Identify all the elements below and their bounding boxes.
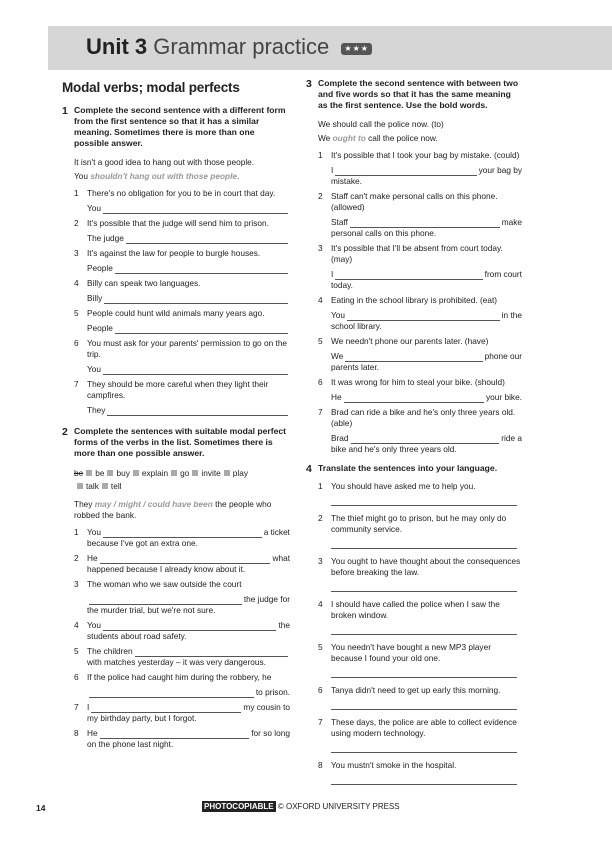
item-body [331, 295, 522, 332]
answer-line [87, 646, 290, 657]
header-subtitle: Grammar practice [153, 34, 330, 59]
item-sentence: It's possible that the judge will send him to prison. [87, 218, 269, 228]
item-sentence: The thief might go to prison, but he may only do community service. [331, 513, 507, 534]
answer-start: You [331, 310, 346, 320]
item-sentence: You ought to have thought about the consequences before breaking the law. [331, 556, 521, 577]
list-item [74, 308, 290, 334]
separator-square [86, 470, 92, 476]
item-body [331, 377, 522, 403]
item-number: 2 [318, 191, 323, 201]
answer-blank[interactable] [115, 326, 288, 334]
answer-start: He [87, 728, 98, 738]
item-sentence: These days, the police are able to collect evidence using modern technology. [331, 717, 517, 738]
item-body [331, 556, 522, 592]
example-end: the people who robbed the bank. [74, 499, 272, 520]
separator-square [133, 470, 139, 476]
item-body [331, 599, 522, 635]
separator-square [171, 470, 177, 476]
item-continuation: with matches yesterday – it was very dangerous. [87, 657, 266, 667]
answer-blank[interactable] [103, 530, 262, 538]
word-option: explain [141, 468, 169, 478]
item-sentence: Tanya didn't need to get up early this morning. [331, 685, 501, 695]
list-item [74, 579, 290, 616]
word-list [74, 467, 254, 493]
exercise-3-example [318, 119, 522, 144]
item-body [87, 553, 290, 575]
answer-blank[interactable] [103, 623, 276, 631]
list-item [74, 379, 290, 416]
example-sentence: It isn't a good idea to hang out with those people. [74, 157, 255, 167]
example-start: You [74, 171, 91, 181]
item-sentence: It's possible that I'll be absent from court today. (may) [331, 243, 503, 264]
answer-blank[interactable] [335, 272, 482, 280]
list-item [318, 642, 522, 678]
item-number: 1 [74, 527, 79, 537]
list-item [74, 248, 290, 274]
item-prefix: If the police had caught him during the robbery, he [87, 672, 272, 682]
answer-blank[interactable] [335, 168, 476, 176]
list-item [74, 553, 290, 575]
item-body [87, 248, 290, 274]
example-answer: may / might / could have been [94, 499, 213, 509]
answer-start: He [87, 553, 98, 563]
item-body [87, 278, 290, 304]
answer-start: He [331, 392, 342, 402]
item-number: 1 [318, 150, 323, 160]
exercise-number: 3 [306, 78, 312, 90]
list-item [74, 527, 290, 549]
unit-header [62, 26, 612, 70]
word-option: invite [201, 468, 221, 478]
item-number: 3 [74, 579, 79, 589]
item-continuation: personal calls on this phone. [331, 228, 437, 238]
right-column [306, 78, 522, 792]
answer-blank[interactable] [135, 649, 288, 657]
answer-start: I [331, 269, 334, 279]
item-body [87, 338, 290, 375]
answer-blank[interactable] [89, 597, 242, 605]
answer-start: The children [87, 646, 133, 656]
item-sentence: Staff can't make personal calls on this phone. (allowed) [331, 191, 498, 212]
translation-blank[interactable] [331, 578, 517, 592]
answer-line [87, 405, 290, 416]
list-item [318, 513, 522, 549]
list-item [74, 338, 290, 375]
example-end: call the police now. [365, 133, 438, 143]
answer-line [87, 293, 290, 304]
item-body [87, 620, 290, 642]
answer-end: in the [501, 310, 522, 320]
list-item [318, 336, 522, 373]
answer-start: Billy [87, 293, 103, 303]
list-item [318, 243, 522, 291]
example-start: They [74, 499, 95, 509]
answer-end: your bike. [486, 392, 522, 402]
item-sentence: You needn't have bought a new MP3 player because I found your old one. [331, 642, 491, 663]
translation-blank[interactable] [331, 664, 517, 678]
answer-blank[interactable] [347, 313, 500, 321]
answer-blank[interactable] [350, 220, 500, 228]
answer-start: You [87, 527, 102, 537]
publisher: © OXFORD UNIVERSITY PRESS [277, 802, 400, 811]
item-number: 5 [318, 642, 323, 652]
answer-end: ride a [501, 433, 522, 443]
item-sentence: It's possible that I took your bag by mistake. (could) [331, 150, 520, 160]
answer-line [331, 165, 522, 176]
answer-blank[interactable] [104, 296, 288, 304]
item-number: 7 [74, 702, 79, 712]
item-number: 6 [74, 672, 79, 682]
item-body [87, 728, 290, 750]
answer-line [331, 433, 522, 444]
list-item [318, 717, 522, 753]
item-number: 4 [74, 278, 79, 288]
answer-blank[interactable] [115, 266, 288, 274]
answer-line [331, 217, 522, 228]
item-body [331, 150, 522, 187]
item-number: 8 [74, 728, 79, 738]
item-sentence: It was wrong for him to steal your bike. (should) [331, 377, 505, 387]
item-number: 2 [74, 218, 79, 228]
item-body [331, 717, 522, 753]
exercise-instruction: Complete the sentences with suitable modal perfect forms of the verbs in the list. Sometimes there is more than one possible answer. [74, 426, 287, 458]
item-number: 7 [318, 717, 323, 727]
answer-start: You [87, 203, 102, 213]
word-option: be [95, 468, 105, 478]
item-number: 1 [74, 188, 79, 198]
list-item [318, 407, 522, 455]
footer-credit [202, 802, 400, 811]
answer-end: a ticket [263, 527, 290, 537]
word-option: go [180, 468, 190, 478]
list-item [318, 481, 522, 506]
example-answer: shouldn't hang out with those people [90, 171, 238, 181]
answer-line [87, 323, 290, 334]
answer-line [87, 364, 290, 375]
item-number: 5 [74, 646, 79, 656]
answer-start: Brad [331, 433, 349, 443]
item-continuation: on the phone last night. [87, 739, 174, 749]
exercise-number: 4 [306, 463, 312, 475]
exercise-instruction [318, 78, 522, 111]
answer-start: I [87, 702, 90, 712]
answer-end: for so long [251, 728, 290, 738]
item-prefix: The woman who we saw outside the court [87, 579, 242, 589]
list-item [74, 646, 290, 668]
answer-blank[interactable] [91, 705, 241, 713]
answer-line [331, 269, 522, 280]
answer-blank[interactable] [103, 206, 288, 214]
item-sentence: Eating in the school library is prohibited. (eat) [331, 295, 498, 305]
separator-square [224, 470, 230, 476]
item-sentence: Billy can speak two languages. [87, 278, 201, 288]
answer-end: from court [484, 269, 522, 279]
answer-end: phone our [484, 351, 522, 361]
item-number: 4 [74, 620, 79, 630]
list-item [74, 278, 290, 304]
item-body [331, 191, 522, 239]
answer-start: People [87, 263, 113, 273]
item-body [331, 407, 522, 455]
item-body [87, 579, 290, 616]
answer-start: Staff [331, 217, 348, 227]
answer-line [87, 263, 290, 274]
photocopiable-badge: PHOTOCOPIABLE [204, 802, 274, 811]
answer-end: to prison. [255, 687, 290, 697]
section-title: Modal verbs; modal perfects [62, 80, 240, 95]
list-item [318, 556, 522, 592]
unit-number: Unit 3 [86, 34, 148, 59]
answer-blank[interactable] [351, 436, 500, 444]
page-number: 14 [36, 803, 46, 813]
answer-start: I [331, 165, 334, 175]
answer-line [87, 728, 290, 739]
list-item [318, 599, 522, 635]
left-column [62, 80, 290, 754]
answer-line [87, 620, 290, 631]
list-item [74, 728, 290, 750]
answer-line [87, 553, 290, 564]
item-number: 8 [318, 760, 323, 770]
example-start: We [318, 133, 333, 143]
list-item [74, 672, 290, 698]
item-sentence: They should be more careful when they light their campfires. [87, 379, 269, 400]
item-sentence: People could hunt wild animals many years ago. [87, 308, 265, 318]
exercise-4-items [318, 481, 522, 785]
translation-blank[interactable] [331, 621, 517, 635]
item-number: 3 [318, 243, 323, 253]
answer-blank[interactable] [126, 236, 288, 244]
page-title [86, 34, 372, 60]
header-tab [48, 26, 62, 70]
translation-blank[interactable] [331, 535, 517, 549]
answer-blank[interactable] [100, 731, 250, 739]
instruction-bold: bold [439, 100, 458, 110]
answer-blank[interactable] [107, 408, 288, 416]
translation-blank[interactable] [331, 739, 517, 753]
list-item [74, 620, 290, 642]
item-number: 3 [74, 248, 79, 258]
item-number: 2 [318, 513, 323, 523]
word-option: buy [116, 468, 130, 478]
item-sentence: We needn't phone our parents later. (have) [331, 336, 489, 346]
list-item [74, 702, 290, 724]
word-option: talk [86, 481, 99, 491]
list-item [318, 191, 522, 239]
item-number: 6 [318, 685, 323, 695]
word-option: tell [110, 481, 122, 491]
answer-end: make [501, 217, 522, 227]
item-body [331, 642, 522, 678]
item-number: 1 [318, 481, 323, 491]
exercise-number: 1 [62, 105, 68, 117]
answer-end: what [272, 553, 290, 563]
item-body [87, 672, 290, 698]
exercise-instruction: Translate the sentences into your language. [318, 463, 498, 473]
exercise-3-heading [306, 78, 522, 111]
answer-line [331, 392, 522, 403]
separator-square [77, 483, 83, 489]
item-number: 5 [318, 336, 323, 346]
item-continuation: parents later. [331, 362, 379, 372]
answer-start: They [87, 405, 106, 415]
item-number: 3 [318, 556, 323, 566]
answer-blank[interactable] [100, 556, 271, 564]
instruction-part-b: words. [457, 100, 488, 110]
item-sentence: There's no obligation for you to be in court that day. [87, 188, 276, 198]
item-number: 4 [318, 599, 323, 609]
item-continuation: mistake. [331, 176, 362, 186]
item-sentence: You should have asked me to help you. [331, 481, 476, 491]
item-number: 6 [318, 377, 323, 387]
item-number: 5 [74, 308, 79, 318]
item-body [331, 243, 522, 291]
item-continuation: my birthday party, but I forgot. [87, 713, 197, 723]
answer-blank[interactable] [103, 367, 288, 375]
exercise-2-heading [62, 426, 290, 459]
answer-blank[interactable] [344, 395, 484, 403]
answer-line [331, 351, 522, 362]
exercise-3-items [318, 150, 522, 455]
translation-blank[interactable] [331, 771, 517, 785]
example-answer: ought to [332, 133, 366, 143]
answer-line [87, 594, 290, 605]
instruction-part-a: Complete the second sentence with between two and five words so that it has the same meaning as the first sentence. Use the [318, 78, 519, 110]
answer-line [87, 687, 290, 698]
item-body [87, 379, 290, 416]
answer-end: the judge for [243, 594, 290, 604]
item-continuation: students about road safety. [87, 631, 187, 641]
list-item [318, 295, 522, 332]
item-number: 2 [74, 553, 79, 563]
list-item [318, 685, 522, 710]
exercise-1-example [74, 157, 290, 182]
answer-line [87, 203, 290, 214]
word-option: play [232, 468, 248, 478]
item-body [331, 760, 522, 785]
list-item [318, 377, 522, 403]
item-number: 4 [318, 295, 323, 305]
answer-line [87, 527, 290, 538]
answer-end: the [278, 620, 290, 630]
exercise-4-heading [306, 463, 522, 475]
answer-end: your bag by [478, 165, 522, 175]
exercise-1-items [74, 188, 290, 416]
item-body [87, 527, 290, 549]
answer-line [331, 310, 522, 321]
item-sentence: I should have called the police when I saw the broken window. [331, 599, 500, 620]
item-body [331, 336, 522, 373]
exercise-number: 2 [62, 426, 68, 438]
item-body [331, 481, 522, 506]
item-body [331, 685, 522, 710]
item-body [87, 188, 290, 214]
item-body [331, 513, 522, 549]
item-number: 7 [318, 407, 323, 417]
answer-start: You [87, 364, 102, 374]
exercise-1-heading [62, 105, 290, 149]
item-continuation: bike and he's only three years old. [331, 444, 457, 454]
answer-start: You [87, 620, 102, 630]
word-option: be [74, 468, 84, 478]
item-sentence: Brad can ride a bike and he's only three years old. (able) [331, 407, 516, 428]
list-item [74, 188, 290, 214]
answer-blank[interactable] [345, 354, 482, 362]
separator-square [107, 470, 113, 476]
item-continuation: because I've got an extra one. [87, 538, 198, 548]
list-item [74, 218, 290, 244]
item-body [87, 646, 290, 668]
example-sentence: We should call the police now. (to) [318, 119, 444, 129]
item-sentence: It's against the law for people to burgle houses. [87, 248, 261, 258]
answer-start: The judge [87, 233, 124, 243]
item-continuation: happened because I already know about it. [87, 564, 246, 574]
list-item [318, 150, 522, 187]
exercise-instruction: Complete the second sentence with a different form from the first sentence so that it has a similar meaning. Sometimes there is more than one possible answer. [74, 105, 286, 148]
answer-line [87, 702, 290, 713]
item-sentence: You mustn't smoke in the hospital. [331, 760, 457, 770]
translation-blank[interactable] [331, 492, 517, 506]
item-number: 6 [74, 338, 79, 348]
item-continuation: the murder trial, but we're not sure. [87, 605, 216, 615]
translation-blank[interactable] [331, 696, 517, 710]
item-body [87, 308, 290, 334]
answer-line [87, 233, 290, 244]
answer-end: my cousin to [243, 702, 290, 712]
item-body [87, 702, 290, 724]
item-body [87, 218, 290, 244]
answer-start: We [331, 351, 344, 361]
separator-square [102, 483, 108, 489]
item-number: 7 [74, 379, 79, 389]
answer-blank[interactable] [89, 690, 254, 698]
answer-start: People [87, 323, 113, 333]
item-continuation: today. [331, 280, 353, 290]
item-sentence: You must ask for your parents' permission to go on the trip. [87, 338, 288, 359]
list-item [318, 760, 522, 785]
separator-square [192, 470, 198, 476]
level-badge: ★★★ [341, 43, 372, 55]
example-end: . [237, 171, 240, 181]
exercise-2-example [74, 499, 290, 521]
item-continuation: school library. [331, 321, 382, 331]
exercise-2-items [74, 527, 290, 750]
